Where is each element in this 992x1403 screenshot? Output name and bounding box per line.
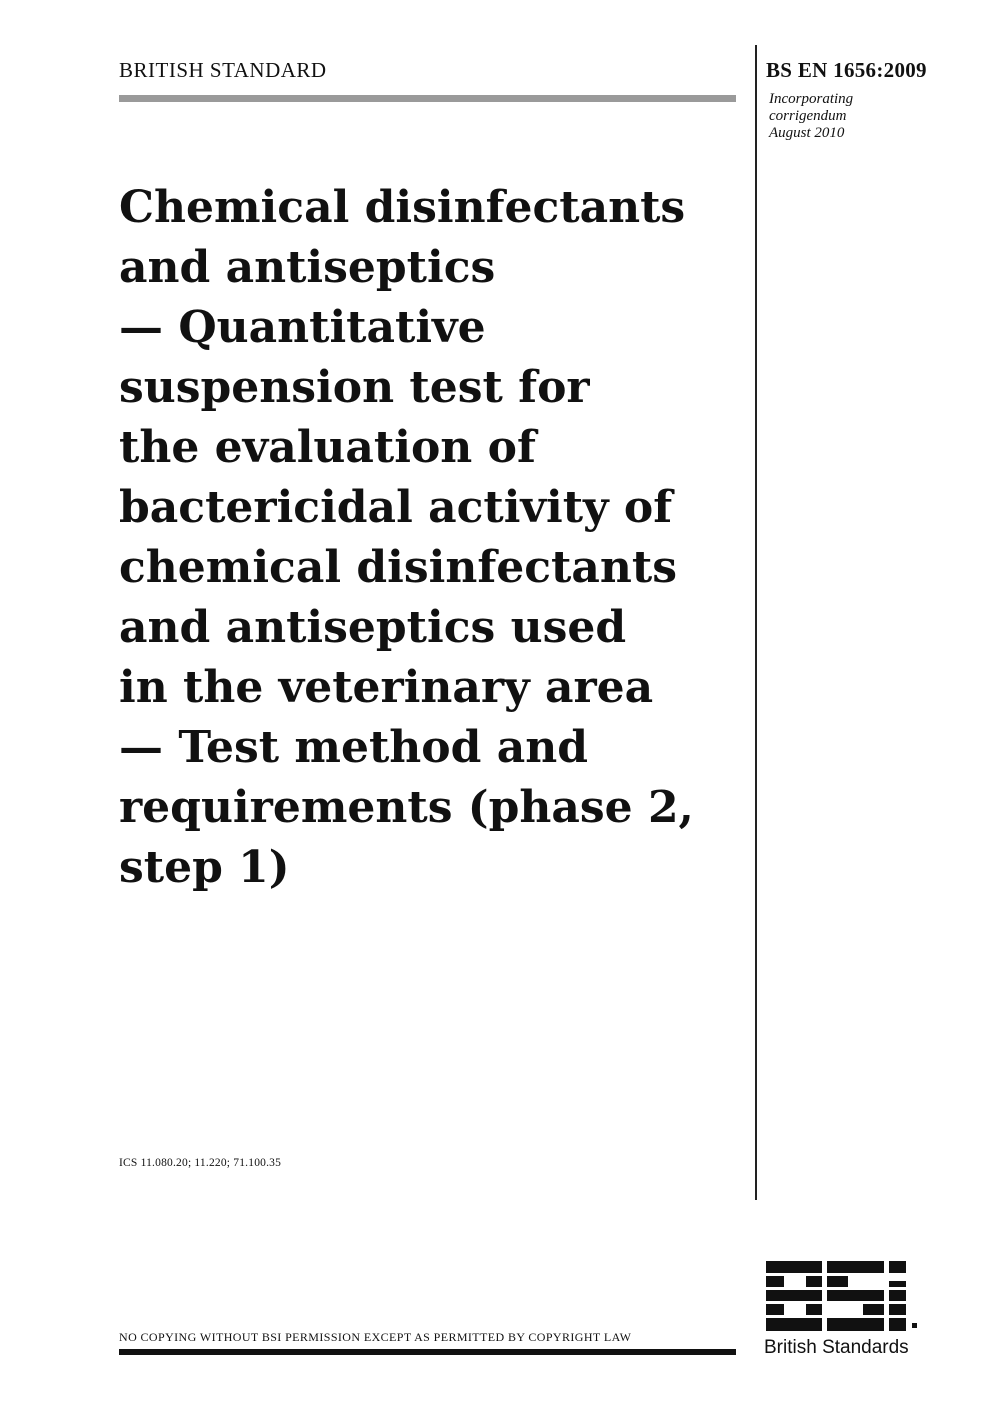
title-line: suspension test for — [119, 362, 590, 413]
document-type-label: BRITISH STANDARD — [119, 58, 327, 82]
title-line: — Quantitative — [119, 302, 486, 353]
amendment-line: August 2010 — [769, 125, 845, 141]
logo-caption: British Standards — [764, 1337, 909, 1358]
amendment-line: Incorporating — [769, 91, 854, 107]
bsi-logo-mark — [762, 1257, 937, 1337]
ics-codes: ICS 11.080.20; 11.220; 71.100.35 — [119, 1157, 282, 1169]
title-line: Chemical disinfectants — [119, 182, 686, 233]
footer-rule — [119, 1349, 736, 1355]
amendment-line: corrigendum — [769, 108, 847, 124]
standard-number: BS EN 1656:2009 — [766, 58, 927, 82]
title-line: and antiseptics — [119, 242, 496, 293]
document-title — [119, 178, 739, 898]
title-line: chemical disinfectants — [119, 542, 677, 593]
title-line: the evaluation of — [119, 422, 536, 473]
title-line: and antiseptics used — [119, 602, 627, 653]
header-rule — [119, 95, 736, 102]
title-line: — Test method and — [119, 722, 588, 773]
title-line: step 1) — [119, 842, 290, 893]
title-line: requirements (phase 2, — [119, 782, 694, 833]
vertical-divider — [755, 45, 757, 1200]
title-line: in the veterinary area — [119, 662, 654, 713]
copyright-notice: NO COPYING WITHOUT BSI PERMISSION EXCEPT AS PERMITTED BY COPYRIGHT LAW — [119, 1330, 632, 1344]
title-line: bactericidal activity of — [119, 482, 673, 533]
amendment-note — [769, 91, 853, 142]
